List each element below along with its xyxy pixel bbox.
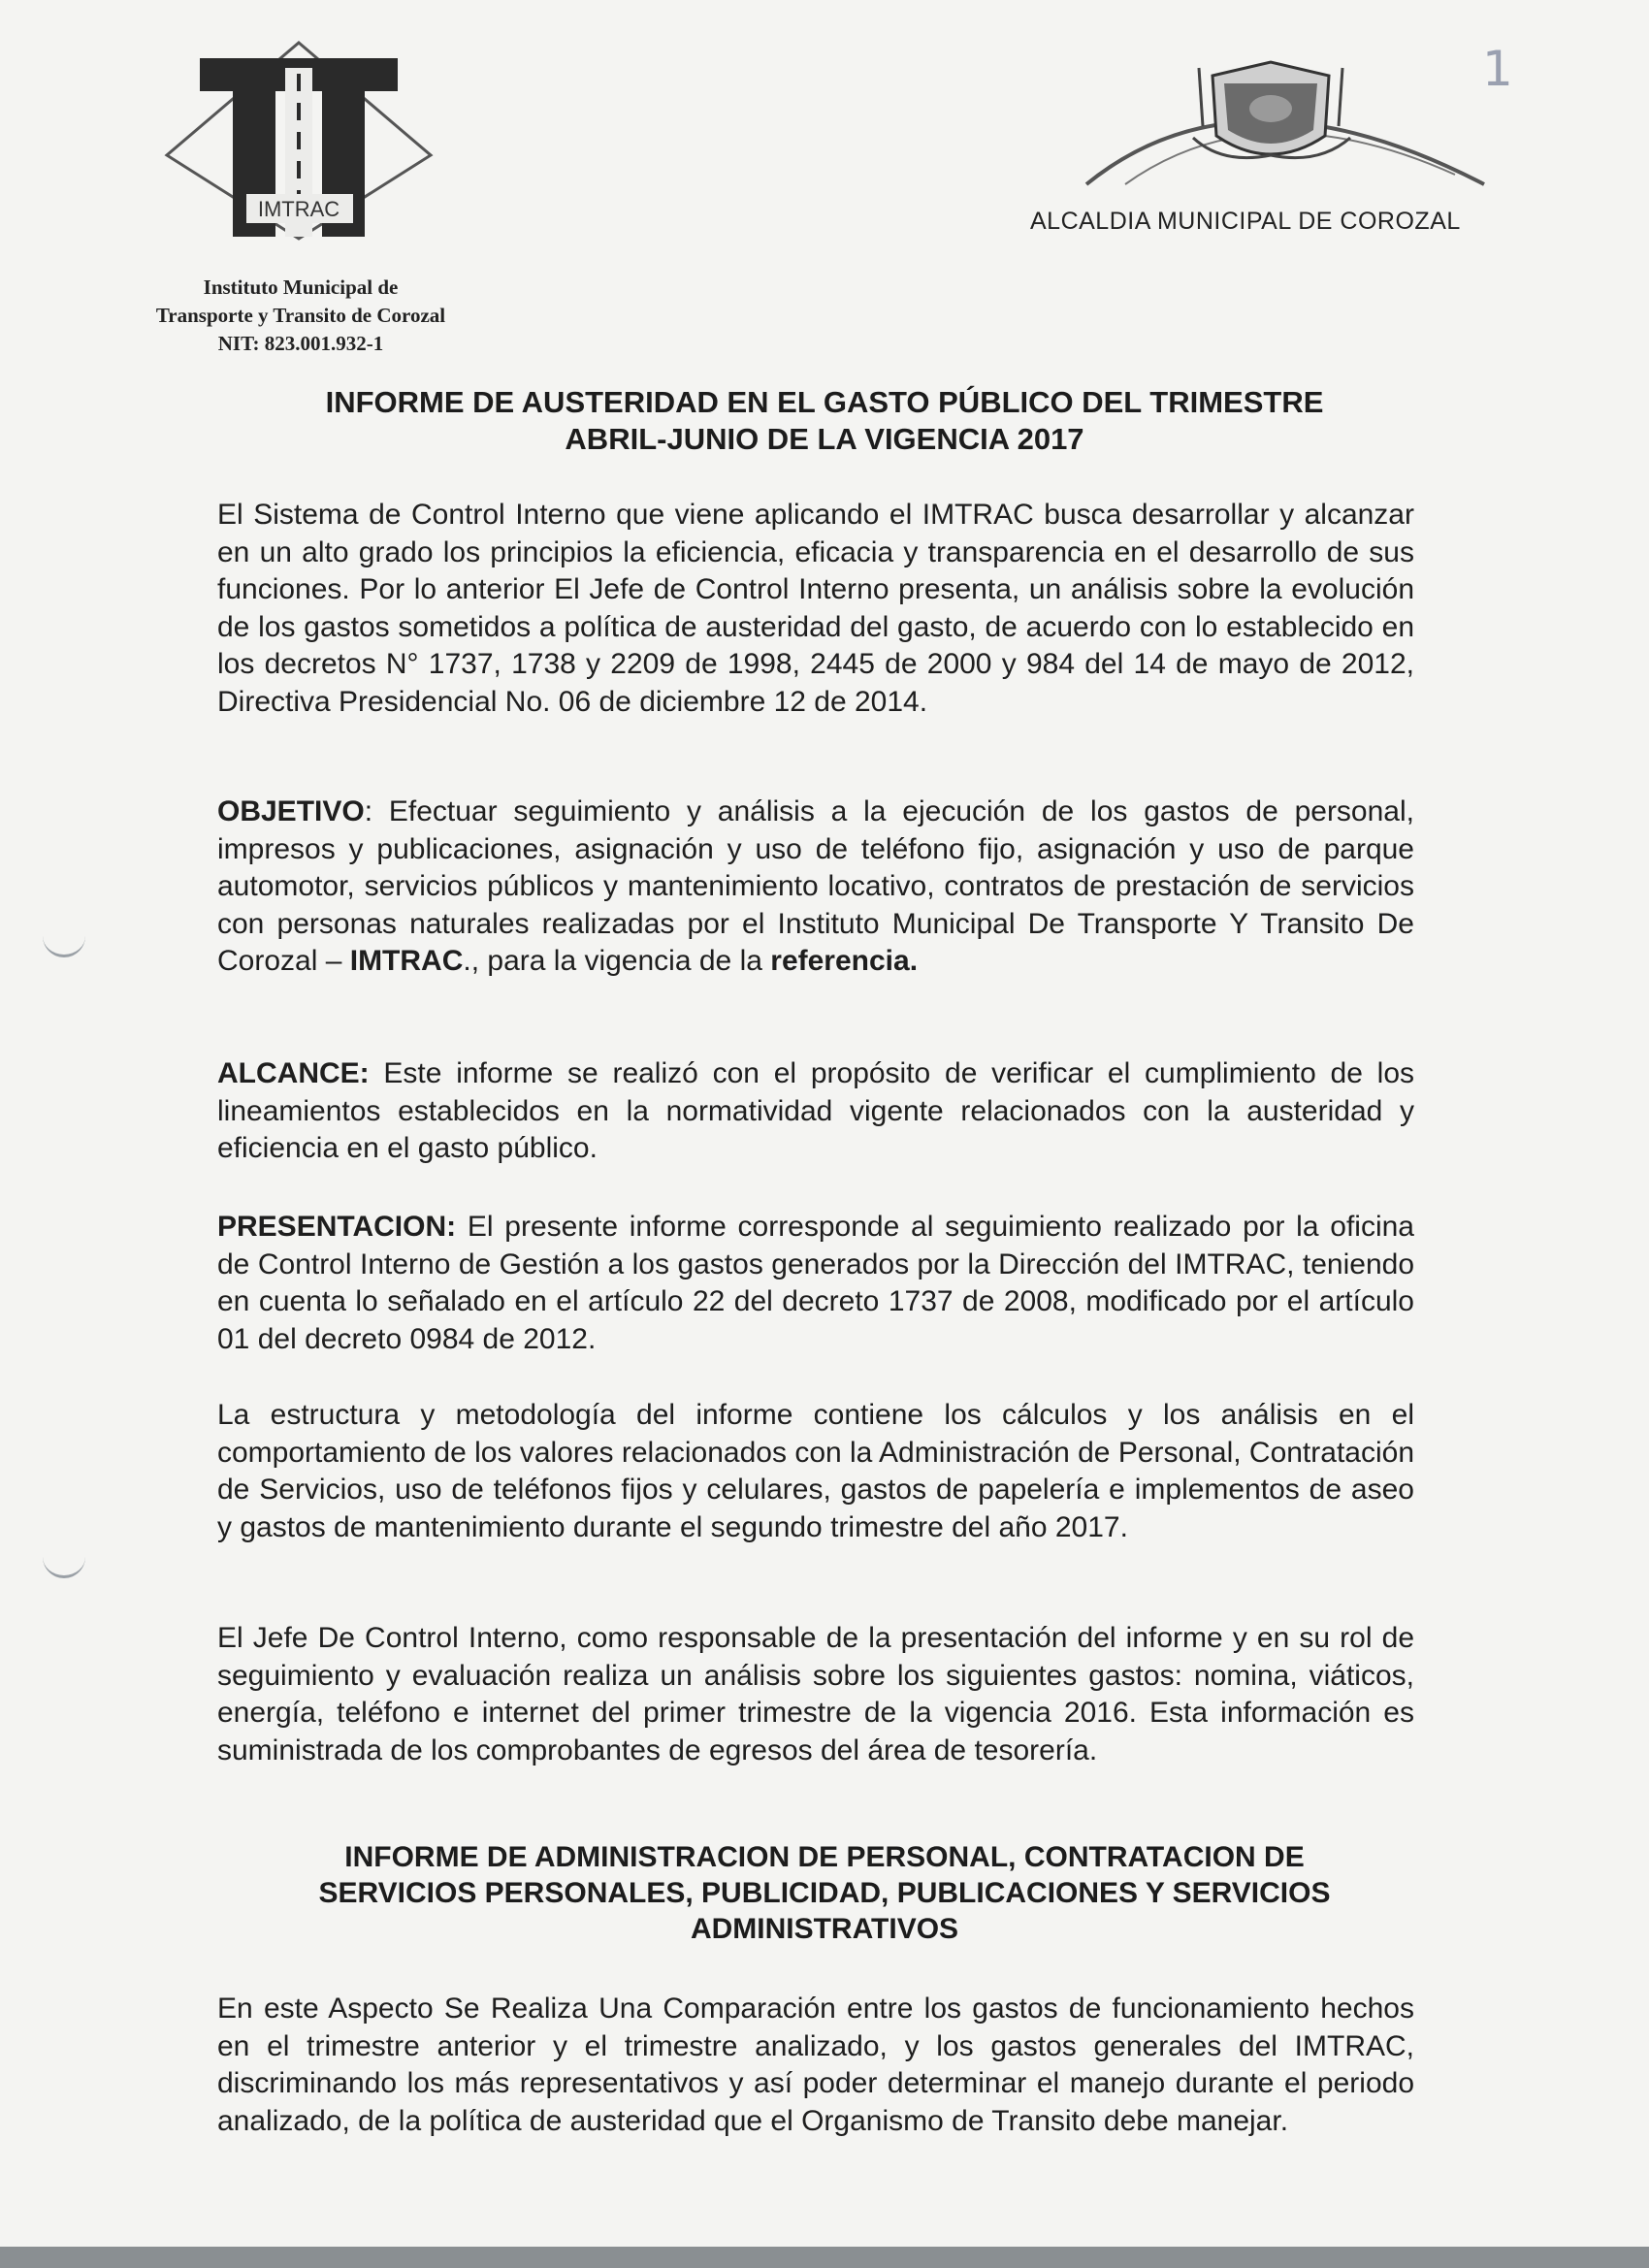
institution-name-line2: Transporte y Transito de Corozal: [155, 304, 446, 327]
institution-name-line1: Instituto Municipal de: [203, 275, 399, 299]
objetivo-label: OBJETIVO: [217, 795, 365, 827]
institution-nit: NIT: 823.001.932-1: [217, 332, 384, 355]
municipality-name: ALCALDIA MUNICIPAL DE COROZAL: [1030, 208, 1461, 235]
punch-hole-mark: [43, 1552, 85, 1578]
institution-caption: [107, 274, 495, 358]
jefe-control-paragraph: El Jefe De Control Interno, como responsable de la presentación del informe y en su rol de seguimiento y evaluación realiza un análisis sobre los siguientes gastos: nomina, viáticos, energía, teléfono e internet del primer trimestre de la vigencia 2016. Esta información es suministrada de los comprobantes de egresos del área de tesorería.: [217, 1622, 1414, 1766]
imtrac-logo: [163, 39, 435, 243]
section-title-line1: INFORME DE ADMINISTRACION DE PERSONAL, CONTRATACION DE: [344, 1841, 1305, 1873]
scan-bottom-edge: [0, 2247, 1649, 2268]
alcance-paragraph: [217, 1055, 1414, 1168]
document-title-line2: ABRIL-JUNIO DE LA VIGENCIA 2017: [565, 422, 1084, 456]
presentacion-label: PRESENTACION:: [217, 1211, 457, 1243]
objetivo-ref: referencia.: [770, 945, 919, 977]
document-title-line1: INFORME DE AUSTERIDAD EN EL GASTO PÚBLICO DEL TRIMESTRE: [325, 385, 1324, 419]
estructura-paragraph: La estructura y metodología del informe contiene los cálculos y los análisis en el comportamiento de los valores relacionados con la Administración de Personal, Contratación de Servicios, uso de teléfonos fijos y celulares, gastos de papelería e implementos de aseo y gastos de mantenimiento durante el segundo trimestre del año 2017.: [217, 1399, 1414, 1543]
section-title: [223, 1839, 1426, 1947]
page-number: 1: [1482, 41, 1513, 97]
objetivo-text: : Efectuar seguimiento y análisis a la ejecución de los gastos de personal, impresos y publicaciones, asignación y uso de teléfono fijo, asignación y uso de parque automotor, servicios públicos y mantenimiento locativo, contratos de prestación de servicios con personas naturales realizadas por el Instituto Municipal De Transporte Y Transito De Corozal –: [217, 795, 1414, 977]
section-title-line3: ADMINISTRATIVOS: [690, 1913, 959, 1945]
document-title: [223, 384, 1426, 458]
alcance-text: Este informe se realizó con el propósito de verificar el cumplimiento de los lineamientos establecidos en la normatividad vigente relacionados con la austeridad y eficiencia en el gasto público.: [217, 1057, 1414, 1164]
alcaldia-shield-logo: [1067, 49, 1494, 194]
presentacion-paragraph: [217, 1209, 1414, 1358]
objetivo-imtrac: IMTRAC: [349, 945, 464, 977]
objetivo-end: ., para la vigencia de la: [463, 945, 771, 977]
imtrac-logo-text: IMTRAC: [257, 197, 340, 221]
alcance-label: ALCANCE:: [217, 1057, 370, 1089]
punch-hole-mark: [43, 931, 85, 957]
comparacion-paragraph: En este Aspecto Se Realiza Una Comparación entre los gastos de funcionamiento hechos en el trimestre anterior y el trimestre analizado, y los gastos generales del IMTRAC, discriminando los más representativos y así poder determinar el manejo durante el periodo analizado, de la política de austeridad que el Organismo de Transito debe manejar.: [217, 1993, 1414, 2137]
section-title-line2: SERVICIOS PERSONALES, PUBLICIDAD, PUBLICACIONES Y SERVICIOS: [318, 1877, 1331, 1909]
intro-paragraph: El Sistema de Control Interno que viene aplicando el IMTRAC busca desarrollar y alcanzar en un alto grado los principios la eficiencia, eficacia y transparencia en el desarrollo de sus funciones. Por lo anterior El Jefe de Control Interno presenta, un análisis sobre la evolución de los gastos sometidos a política de austeridad del gasto, de acuerdo con lo establecido en los decretos N° 1737, 1738 y 2209 de 1998, 2445 de 2000 y 984 del 14 de mayo de 2012, Directiva Presidencial No. 06 de diciembre 12 de 2014.: [217, 499, 1414, 718]
presentacion-text: El presente informe corresponde al seguimiento realizado por la oficina de Control Interno de Gestión a los gastos generados por la Dirección del IMTRAC, teniendo en cuenta lo señalado en el artículo 22 del decreto 1737 de 2008, modificado por el artículo 01 del decreto 0984 de 2012.: [217, 1211, 1414, 1355]
objetivo-paragraph: [217, 794, 1414, 981]
